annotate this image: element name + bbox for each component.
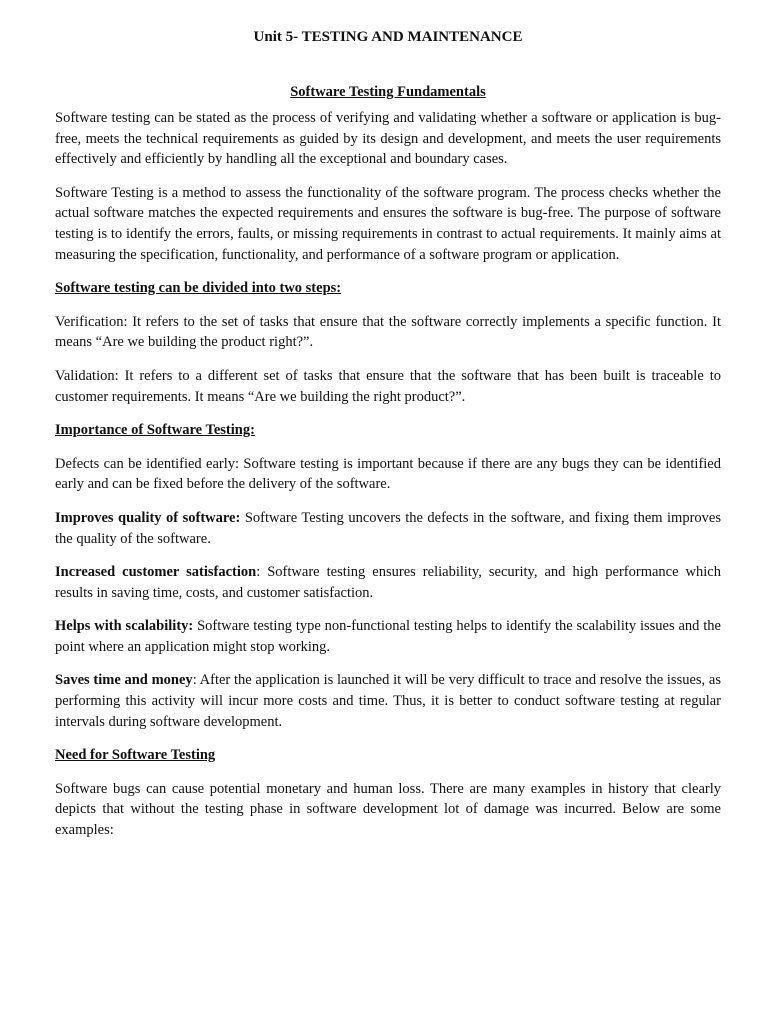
- document-page: [55, 22, 721, 841]
- verification-paragraph: Verification: It refers to the set of tasks that ensure that the software correctly implements a specific function. It means “Are we building the product right?”.: [55, 313, 721, 351]
- importance-item-label: Improves quality of software:: [55, 509, 241, 526]
- unit-title: Unit 5- TESTING AND MAINTENANCE: [253, 29, 523, 45]
- importance-item: [55, 562, 721, 603]
- need-heading: Need for Software Testing: [55, 747, 216, 764]
- importance-item-label: Increased customer satisfaction: [55, 564, 257, 581]
- steps-heading: Software testing can be divided into two steps:: [55, 280, 342, 297]
- importance-item: [55, 508, 721, 549]
- importance-item-text: Software testing type non-functional testing helps to identify the scalability issues and the point where an application might stop working.: [55, 618, 721, 655]
- need-paragraph: Software bugs can cause potential monetary and human loss. There are many examples in history that clearly depicts that without the testing phase in software development lot of damage was incurred. Below are some examples:: [55, 780, 721, 839]
- importance-item-label: Helps with scalability:: [55, 618, 194, 635]
- importance-item-text: Software Testing uncovers the defects in the software, and fixing them improves the quality of the software.: [55, 509, 721, 547]
- importance-item: [55, 670, 721, 732]
- importance-item-text: : Software testing ensures reliability, security, and high performance which results in saving time, costs, and customer satisfaction.: [55, 564, 721, 601]
- importance-heading: Importance of Software Testing:: [55, 422, 255, 439]
- intro-paragraph: Software testing can be stated as the process of verifying and validating whether a software or application is bug-free, meets the technical requirements as guided by its design and development, and meets the user requirements effectively and efficiently by handling all the exceptional and boundary cases.: [55, 110, 721, 168]
- importance-item: [55, 454, 721, 495]
- importance-item-text: Defects can be identified early: Software testing is important because if there are any bugs they can be identified early and can be fixed before the delivery of the software.: [55, 455, 721, 493]
- importance-item: [55, 616, 721, 657]
- intro-paragraph: Software Testing is a method to assess the functionality of the software program. The process checks whether the actual software matches the expected requirements and ensures the software is bug-free. The purpose of software testing is to identify the errors, faults, or missing requirements in contrast to actual requirements. It mainly aims at measuring the specification, functionality, and performance of a software program or application.: [55, 184, 721, 263]
- section-title: Software Testing Fundamentals: [290, 84, 486, 100]
- importance-item-label: Saves time and money: [55, 672, 193, 689]
- validation-paragraph: Validation: It refers to a different set of tasks that ensure that the software that has been built is traceable to customer requirements. It means “Are we building the right product?”.: [55, 367, 721, 405]
- importance-item-text: : After the application is launched it will be very difficult to trace and resolve the issues, as performing this activity will incur more costs and time. Thus, it is better to conduct software testing at regular intervals during software development.: [55, 672, 721, 730]
